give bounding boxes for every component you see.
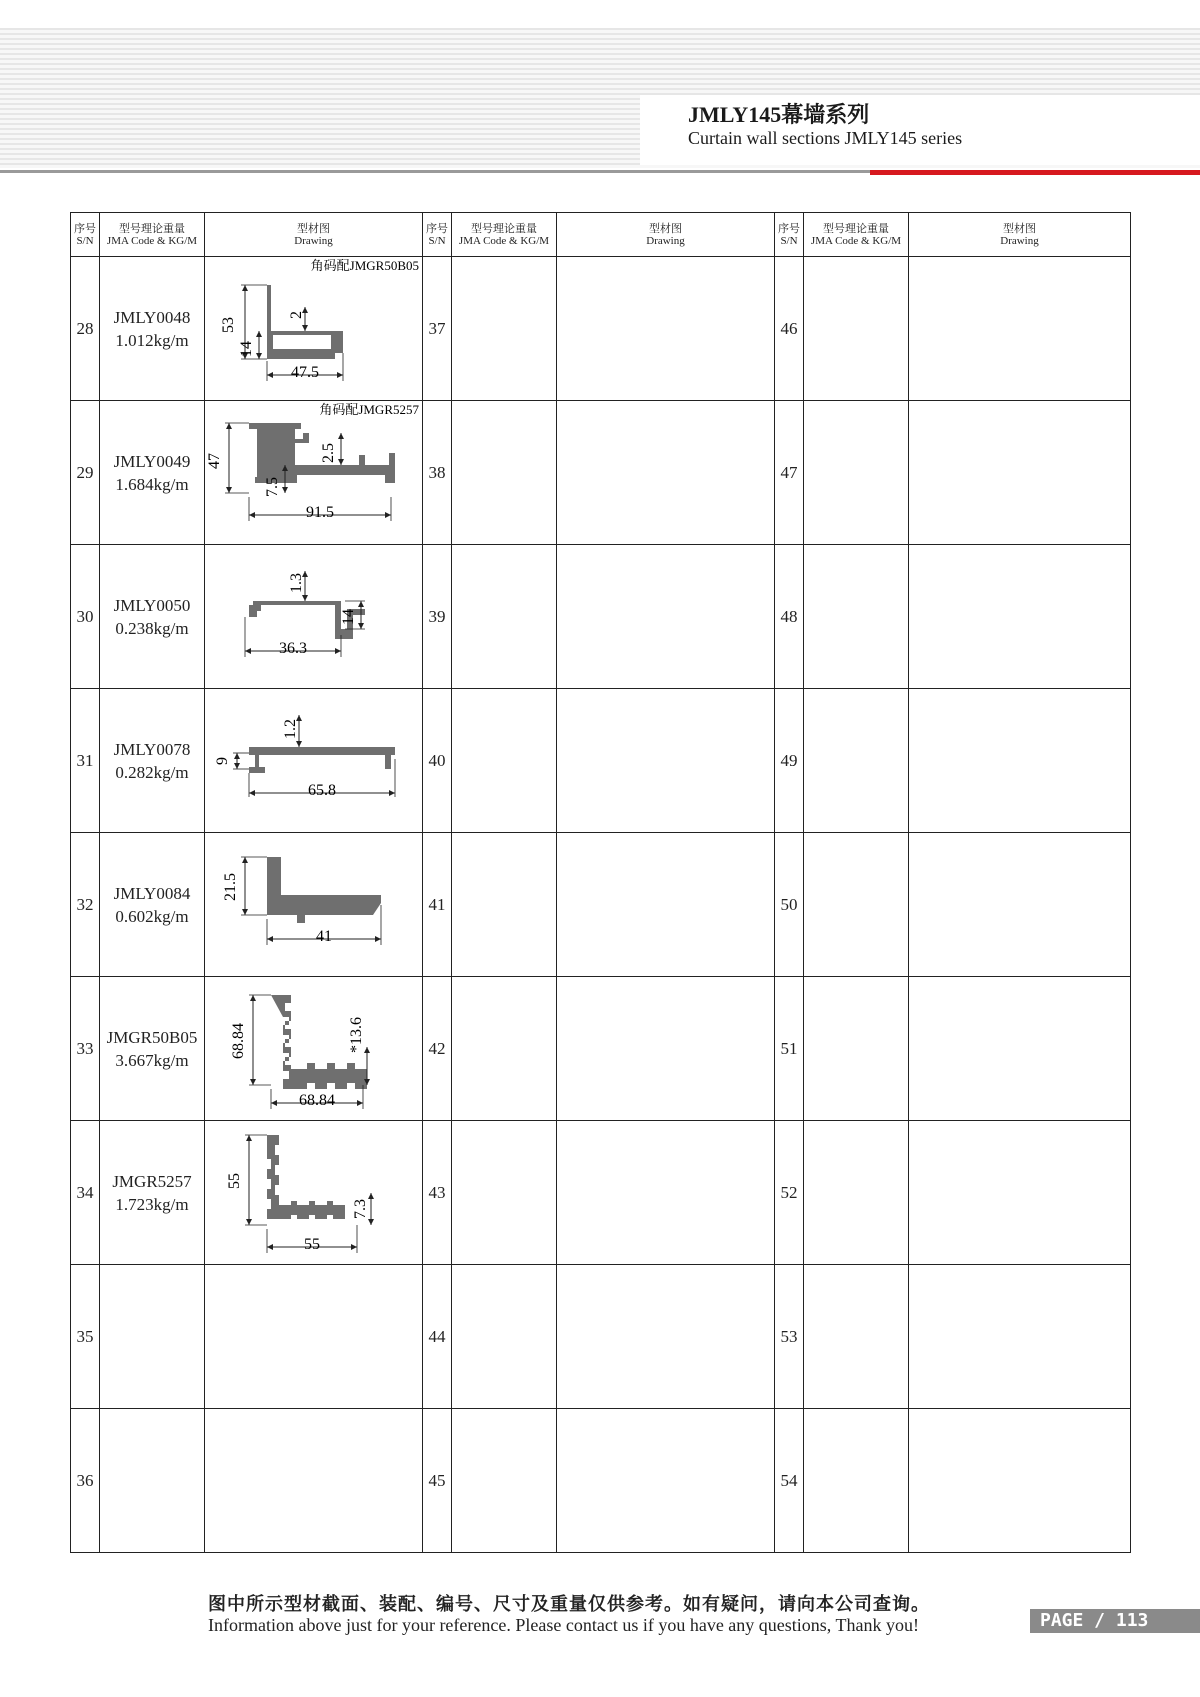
table-row [71,545,1131,689]
table-row [71,833,1131,977]
drawing-cell [205,401,423,545]
serial-number: 37 [423,257,452,401]
serial-number: 50 [775,833,804,977]
serial-number: 31 [71,689,100,833]
serial-number: 39 [423,545,452,689]
profile-section-drawing [205,833,423,976]
code-weight-cell [452,1121,557,1265]
profile-code: JMLY0049 [113,451,191,471]
header-drawing: 型材图 Drawing [909,213,1131,257]
profile-weight: 1.684kg/m [115,474,189,494]
drawing-cell [205,833,423,977]
header-sn: 序号 S/N [423,213,452,257]
profile-code: JMGR50B05 [106,1027,198,1047]
dimension-label: 7.3 [352,1199,369,1219]
profile-section-drawing [205,689,423,832]
page-number-badge: PAGE / 113 [1030,1609,1200,1633]
drawing-cell [909,1121,1131,1265]
serial-number: 28 [71,257,100,401]
serial-number: 53 [775,1265,804,1409]
code-weight-cell [452,689,557,833]
serial-number: 42 [423,977,452,1121]
code-weight-cell [452,833,557,977]
drawing-cell [205,689,423,833]
serial-number: 43 [423,1121,452,1265]
footer-note-cn: 图中所示型材截面、装配、编号、尺寸及重量仅供参考。如有疑问，请向本公司查询。 [208,1594,930,1615]
code-weight-cell [804,833,909,977]
dimension-label: 9 [214,757,231,765]
serial-number: 40 [423,689,452,833]
code-weight-cell [452,1265,557,1409]
serial-number: 36 [71,1409,100,1553]
profile-section-drawing [205,1121,423,1264]
drawing-cell [909,401,1131,545]
page-title: JMLY145幕墙系列 [688,102,870,127]
drawing-cell [205,1121,423,1265]
serial-number: 32 [71,833,100,977]
serial-number: 51 [775,977,804,1121]
dimension-label: 2 [288,311,305,319]
bracket-note: 角码配JMGR5257 [319,402,419,417]
table-row [71,977,1131,1121]
dimension-label: 47 [206,453,223,469]
dimension-label: 36.3 [279,640,307,657]
serial-number: 34 [71,1121,100,1265]
dimension-label: 55 [226,1173,243,1189]
code-weight-cell [452,401,557,545]
profile-code: JMLY0078 [113,739,191,759]
code-weight-cell [100,977,205,1121]
dimension-label: 7.5 [264,477,281,497]
serial-number: 38 [423,401,452,545]
drawing-cell [557,1409,775,1553]
dimension-label: 91.5 [306,504,334,521]
profile-section-drawing [205,257,423,400]
serial-number: 35 [71,1265,100,1409]
profile-weight: 1.012kg/m [115,330,189,350]
code-weight-cell [452,1409,557,1553]
drawing-cell [557,977,775,1121]
serial-number: 54 [775,1409,804,1553]
header-code: 型号理论重量 JMA Code & KG/M [804,213,909,257]
serial-number: 45 [423,1409,452,1553]
code-weight-cell [804,1409,909,1553]
code-weight-cell [100,689,205,833]
dimension-label: 68.84 [299,1092,335,1109]
drawing-cell [205,1265,423,1409]
code-weight-cell [804,1121,909,1265]
dimension-label: 14 [238,341,255,357]
table-row [71,1121,1131,1265]
drawing-cell [205,545,423,689]
profile-table [70,212,1131,1553]
dimension-label: 47.5 [291,364,319,381]
drawing-cell [909,689,1131,833]
profile-section-drawing [205,545,423,688]
dimension-label: 1.2 [282,719,299,739]
drawing-cell [557,689,775,833]
serial-number: 33 [71,977,100,1121]
serial-number: 49 [775,689,804,833]
drawing-cell [909,977,1131,1121]
drawing-cell [557,1121,775,1265]
dimension-label: 53 [220,317,237,333]
header-drawing: 型材图 Drawing [205,213,423,257]
code-weight-cell [100,833,205,977]
code-weight-cell [100,401,205,545]
drawing-cell [909,257,1131,401]
table-row [71,1409,1131,1553]
profile-weight: 3.667kg/m [115,1050,189,1070]
header-rule-grey [0,170,870,173]
drawing-cell [557,1265,775,1409]
drawing-cell [557,833,775,977]
serial-number: 41 [423,833,452,977]
code-weight-cell [100,257,205,401]
code-weight-cell [804,689,909,833]
profile-section-drawing [205,977,423,1120]
table-header-row [71,213,1131,257]
drawing-cell [205,257,423,401]
header-code: 型号理论重量 JMA Code & KG/M [452,213,557,257]
dimension-label: *13.6 [348,1017,365,1053]
serial-number: 47 [775,401,804,545]
code-weight-cell [100,1409,205,1553]
page-subtitle: Curtain wall sections JMLY145 series [688,128,963,148]
profile-code: JMLY0048 [113,307,191,327]
drawing-cell [909,1265,1131,1409]
serial-number: 29 [71,401,100,545]
profile-weight: 0.238kg/m [115,618,189,638]
dimension-label: 1.3 [288,573,305,593]
dimension-label: 2.5 [320,443,337,463]
serial-number: 44 [423,1265,452,1409]
code-weight-cell [100,545,205,689]
code-weight-cell [804,977,909,1121]
drawing-cell [205,1409,423,1553]
drawing-cell [557,545,775,689]
profile-code: JMLY0084 [113,883,191,903]
profile-weight: 0.282kg/m [115,762,189,782]
code-weight-cell [452,977,557,1121]
dimension-label: 68.84 [230,1023,247,1059]
table-row [71,689,1131,833]
code-weight-cell [804,545,909,689]
drawing-cell [557,257,775,401]
profile-code: JMGR5257 [112,1171,192,1191]
dimension-label: 41 [316,928,332,945]
code-weight-cell [452,545,557,689]
header-sn: 序号 S/N [775,213,804,257]
serial-number: 46 [775,257,804,401]
drawing-cell [909,1409,1131,1553]
code-weight-cell [100,1265,205,1409]
profile-code: JMLY0050 [113,595,191,615]
serial-number: 48 [775,545,804,689]
table-row [71,257,1131,401]
code-weight-cell [804,257,909,401]
header-rule-red [870,170,1200,175]
header-code: 型号理论重量 JMA Code & KG/M [100,213,205,257]
serial-number: 30 [71,545,100,689]
footer-note-en: Information above just for your reference. Please contact us if you have any questions, Thank you! [208,1615,919,1635]
bracket-note: 角码配JMGR50B05 [310,258,419,273]
table-row [71,1265,1131,1409]
drawing-cell [557,401,775,545]
code-weight-cell [452,257,557,401]
profile-weight: 1.723kg/m [115,1194,189,1214]
dimension-label: 21.5 [222,873,239,901]
serial-number: 52 [775,1121,804,1265]
dimension-label: 55 [304,1236,320,1253]
code-weight-cell [100,1121,205,1265]
drawing-cell [909,833,1131,977]
dimension-label: 65.8 [308,782,336,799]
header-drawing: 型材图 Drawing [557,213,775,257]
dimension-label: 14 [340,609,357,625]
code-weight-cell [804,401,909,545]
drawing-cell [909,545,1131,689]
drawing-cell [205,977,423,1121]
code-weight-cell [804,1265,909,1409]
profile-section-drawing [205,401,423,544]
header-sn: 序号 S/N [71,213,100,257]
profile-weight: 0.602kg/m [115,906,189,926]
table-row [71,401,1131,545]
